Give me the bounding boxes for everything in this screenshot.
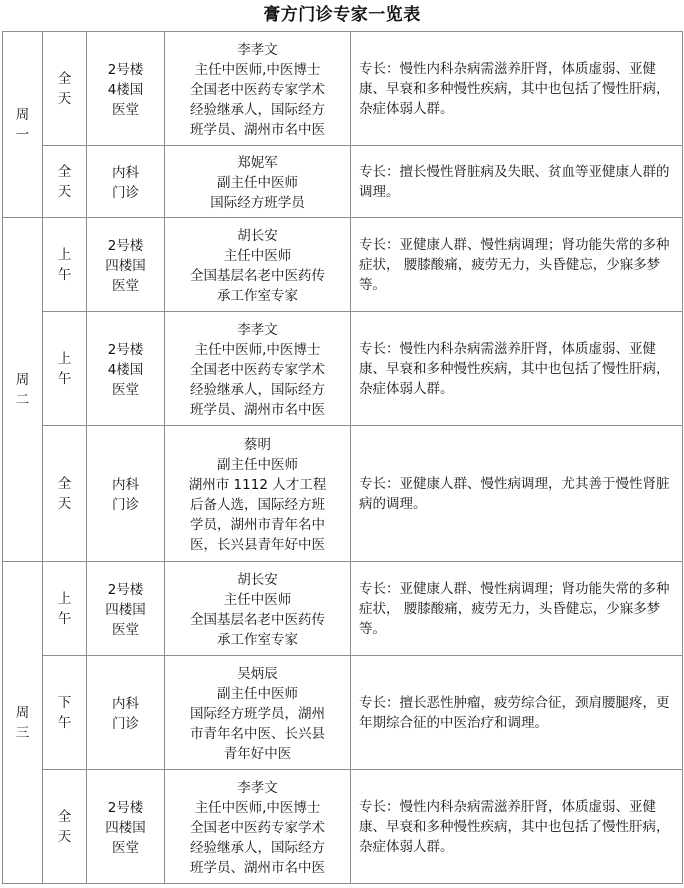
location-line: 门诊	[112, 496, 139, 513]
specialty-cell: 专长：擅长恶性肿瘤，疲劳综合征，颈肩腰腿疼，更年期综合征的中医治疗和调理。	[351, 656, 683, 770]
doctor-line: 国际经方班学员	[210, 194, 305, 211]
specialty-cell: 专长：亚健康人群、慢性病调理；肾功能失常的多种症状， 腰膝酸痛，疲劳无力，头昏健忘，少寐多梦等。	[351, 562, 683, 656]
location-cell	[87, 32, 165, 146]
location-line: 医堂	[112, 101, 139, 118]
location-cell	[87, 312, 165, 426]
doctor-line: 副主任中医师	[217, 685, 298, 702]
session-label: 上午	[57, 590, 72, 627]
doctor-line: 青年好中医	[223, 745, 292, 762]
specialty-cell: 专长：亚健康人群、慢性病调理，尤其善于慢性肾脏病的调理。	[351, 426, 683, 562]
doctor-line: 副主任中医师	[217, 174, 298, 191]
doctor-line: 主任中医师,中医博士	[194, 799, 321, 816]
doctor-name: 李孝文	[237, 321, 278, 338]
doctor-line: 主任中医师	[223, 591, 292, 608]
doctor-cell	[165, 32, 351, 146]
session-cell	[43, 562, 87, 656]
doctor-line: 湖州市 1112 人才工程	[188, 476, 327, 493]
doctor-name: 李孝文	[237, 779, 278, 796]
location-line: 2号楼	[107, 581, 144, 598]
doctor-line: 经验继承人，国际经方	[190, 101, 325, 118]
specialty-cell: 专长：亚健康人群、慢性病调理；肾功能失常的多种症状， 腰膝酸痛，疲劳无力，头昏健忘，少寐多梦等。	[351, 218, 683, 312]
location-cell	[87, 770, 165, 884]
doctor-line: 副主任中医师	[217, 456, 298, 473]
specialty-cell: 专长：慢性内科杂病需滋养肝肾，体质虚弱、亚健康、早衰和多种慢性疾病，其中也包括了慢性肝病，杂症体弱人群。	[351, 32, 683, 146]
doctor-line: 经验继承人，国际经方	[190, 381, 325, 398]
session-label: 全天	[57, 808, 72, 845]
doctor-line: 学员，湖州市青年名中	[190, 516, 325, 533]
doctor-line: 全国老中医药专家学术	[190, 819, 325, 836]
doctor-line: 国际经方班学员，湖州	[190, 705, 325, 722]
doctor-line: 主任中医师	[223, 247, 292, 264]
doctor-name: 吴炳辰	[237, 665, 278, 682]
session-cell	[43, 146, 87, 218]
day-label: 周二	[15, 371, 30, 408]
doctor-cell	[165, 218, 351, 312]
day-cell	[3, 562, 43, 884]
doctor-name: 郑妮军	[237, 154, 278, 171]
doctor-name: 胡长安	[237, 571, 278, 588]
doctor-name: 蔡明	[244, 436, 271, 453]
location-line: 2号楼	[107, 61, 144, 78]
doctor-line: 主任中医师,中医博士	[194, 341, 321, 358]
specialty-cell: 专长：慢性内科杂病需滋养肝肾，体质虚弱、亚健康、早衰和多种慢性疾病，其中也包括了慢性肝病，杂症体弱人群。	[351, 312, 683, 426]
session-label: 全天	[57, 163, 72, 200]
schedule-table	[2, 31, 683, 884]
location-line: 医堂	[112, 381, 139, 398]
doctor-cell	[165, 562, 351, 656]
session-cell	[43, 426, 87, 562]
doctor-line: 全国基层名老中医药传	[190, 611, 325, 628]
session-label: 下午	[57, 694, 72, 731]
table-row	[3, 312, 683, 426]
location-line: 医堂	[112, 621, 139, 638]
location-line: 4楼国	[107, 361, 144, 378]
location-cell	[87, 656, 165, 770]
table-row	[3, 656, 683, 770]
location-cell	[87, 218, 165, 312]
location-line: 门诊	[112, 715, 139, 732]
location-line: 四楼国	[105, 601, 146, 618]
table-row	[3, 218, 683, 312]
doctor-cell	[165, 312, 351, 426]
doctor-line: 承工作室专家	[217, 631, 298, 648]
doctor-line: 医，长兴县青年好中医	[190, 536, 325, 553]
location-line: 4楼国	[107, 81, 144, 98]
table-row	[3, 32, 683, 146]
session-cell	[43, 218, 87, 312]
table-row	[3, 146, 683, 218]
location-line: 医堂	[112, 839, 139, 856]
session-label: 全天	[57, 475, 72, 512]
page-title: 膏方门诊专家一览表	[263, 5, 421, 25]
table-row	[3, 562, 683, 656]
doctor-line: 班学员、湖州市名中医	[190, 401, 325, 418]
location-line: 四楼国	[105, 819, 146, 836]
session-cell	[43, 770, 87, 884]
doctor-line: 经验继承人，国际经方	[190, 839, 325, 856]
location-line: 2号楼	[107, 799, 144, 816]
doctor-cell	[165, 426, 351, 562]
day-cell	[3, 218, 43, 562]
doctor-line: 主任中医师,中医博士	[194, 61, 321, 78]
location-line: 内科	[112, 476, 139, 493]
day-label: 周三	[15, 704, 30, 741]
location-cell	[87, 146, 165, 218]
day-label: 周一	[15, 106, 30, 143]
doctor-line: 全国老中医药专家学术	[190, 361, 325, 378]
doctor-line: 全国基层名老中医药传	[190, 267, 325, 284]
specialty-cell: 专长：慢性内科杂病需滋养肝肾，体质虚弱、亚健康、早衰和多种慢性疾病，其中也包括了慢性肝病，杂症体弱人群。	[351, 770, 683, 884]
doctor-cell	[165, 656, 351, 770]
doctor-line: 市青年名中医、长兴县	[190, 725, 325, 742]
doctor-line: 班学员、湖州市名中医	[190, 121, 325, 138]
table-row	[3, 770, 683, 884]
location-line: 四楼国	[105, 257, 146, 274]
specialty-cell: 专长：擅长慢性肾脏病及失眠、贫血等亚健康人群的调理。	[351, 146, 683, 218]
session-cell	[43, 656, 87, 770]
location-line: 2号楼	[107, 341, 144, 358]
location-cell	[87, 426, 165, 562]
doctor-line: 全国老中医药专家学术	[190, 81, 325, 98]
location-line: 内科	[112, 695, 139, 712]
doctor-line: 班学员、湖州市名中医	[190, 859, 325, 876]
doctor-cell	[165, 146, 351, 218]
doctor-name: 胡长安	[237, 227, 278, 244]
location-cell	[87, 562, 165, 656]
session-label: 全天	[57, 70, 72, 107]
location-line: 2号楼	[107, 237, 144, 254]
table-row	[3, 426, 683, 562]
session-cell	[43, 312, 87, 426]
location-line: 门诊	[112, 184, 139, 201]
session-label: 上午	[57, 350, 72, 387]
doctor-cell	[165, 770, 351, 884]
location-line: 内科	[112, 164, 139, 181]
doctor-name: 李孝文	[237, 41, 278, 58]
location-line: 医堂	[112, 277, 139, 294]
session-label: 上午	[57, 246, 72, 283]
doctor-line: 后备人选，国际经方班	[190, 496, 325, 513]
session-cell	[43, 32, 87, 146]
doctor-line: 承工作室专家	[217, 287, 298, 304]
day-cell	[3, 32, 43, 218]
